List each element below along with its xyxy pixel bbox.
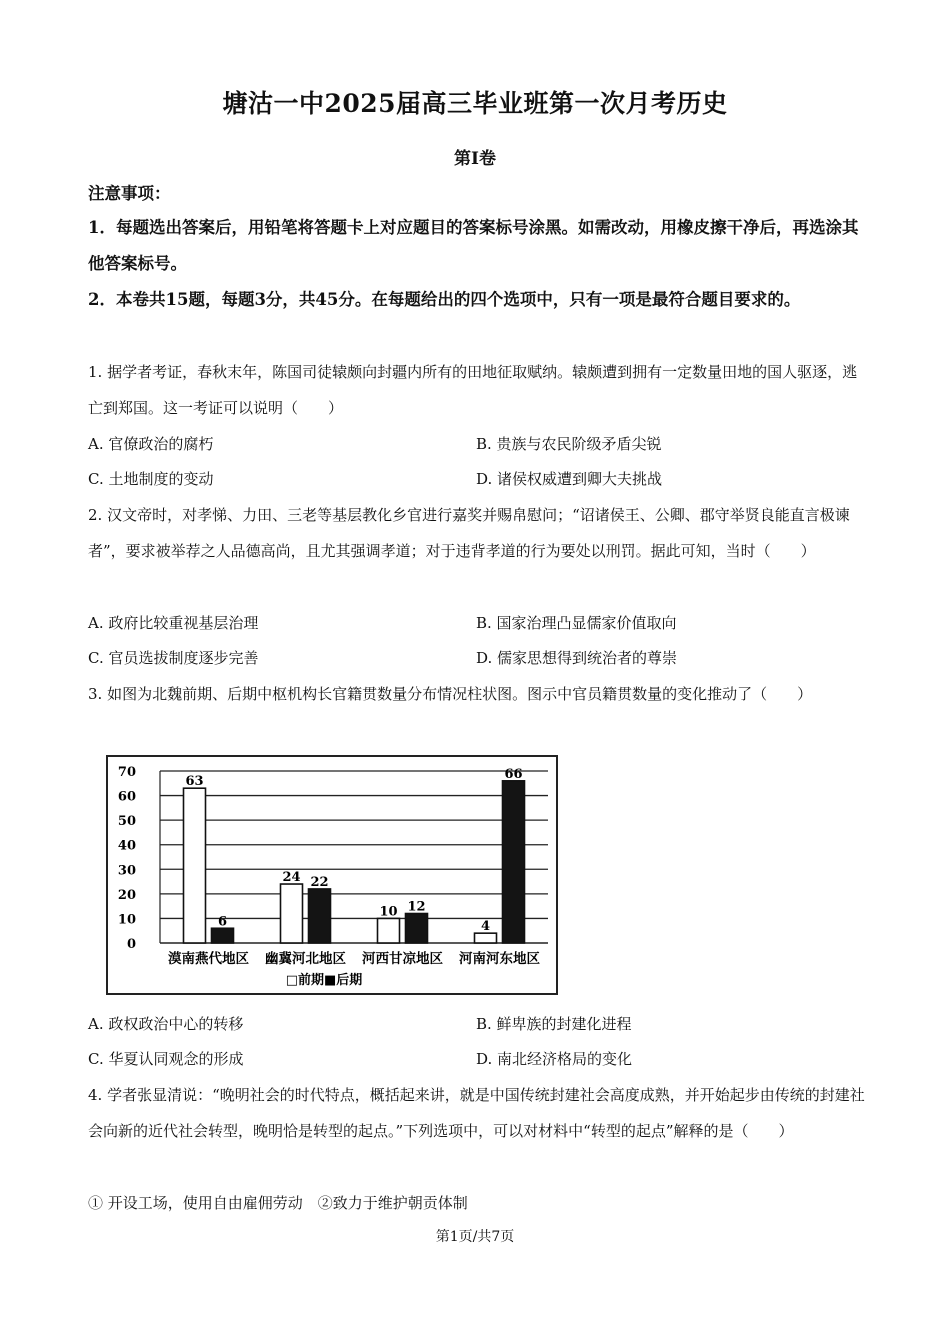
bar-value-label: 12 xyxy=(407,899,426,915)
question-4-stem: 4. 学者张显清说：“晚明社会的时代特点，概括起来讲，就是中国传统封建社会高度成熟，并开始起步由传统的封建社会向新的近代社会转型，晚明恰是转型的起点。”下列选项中，可以对材料中“转型的起点”解释的是（ ） xyxy=(88,1086,865,1140)
question-1-option-a: A. 官僚政治的腐朽 xyxy=(88,435,214,453)
section-title: 第Ⅰ卷 xyxy=(454,149,496,169)
y-tick-label: 30 xyxy=(117,863,136,879)
chart-legend: □前期■后期 xyxy=(285,973,363,988)
question-3-option-a: A. 政权政治中心的转移 xyxy=(88,1015,244,1033)
exam-title: 塘沽一中2025届高三毕业班第一次月考历史 xyxy=(222,89,728,118)
bar-late xyxy=(503,781,525,943)
y-tick-label: 0 xyxy=(126,937,136,952)
bar-early xyxy=(281,884,303,943)
question-2-option-b: B. 国家治理凸显儒家价值取向 xyxy=(476,614,677,632)
notice-heading: 注意事项： xyxy=(88,184,171,203)
question-2-option-a: A. 政府比较重视基层治理 xyxy=(88,614,259,632)
question-3-option-d: D. 南北经济格局的变化 xyxy=(476,1050,633,1068)
x-category-label: 河南河东地区 xyxy=(459,951,540,967)
bar-value-label: 22 xyxy=(310,874,329,890)
notice-item-2: 2．本卷共15题，每题3分，共45分。在每题给出的四个选项中，只有一项是最符合题目要求的。 xyxy=(88,290,801,309)
bar-value-label: 6 xyxy=(217,914,228,930)
notice-item-1: 1．每题选出答案后，用铅笔将答题卡上对应题目的答案标号涂黑。如需改动，用橡皮擦干净后，再选涂其他答案标号。 xyxy=(88,218,859,273)
x-category-label: 河西甘凉地区 xyxy=(362,951,443,967)
bar-value-label: 66 xyxy=(504,766,523,782)
bar-early xyxy=(475,933,497,943)
question-2-option-c: C. 官员选拔制度逐步完善 xyxy=(88,649,259,667)
x-category-label: 漠南燕代地区 xyxy=(168,951,249,967)
question-1-stem: 1. 据学者考证，春秋末年，陈国司徒辕颇向封疆内所有的田地征取赋纳。辕颇遭到拥有一定数量田地的国人驱逐，逃亡到郑国。这一考证可以说明（ ） xyxy=(88,363,858,417)
question-3-option-b: B. 鲜卑族的封建化进程 xyxy=(476,1015,632,1033)
question-1-option-b: B. 贵族与农民阶级矛盾尖锐 xyxy=(476,435,662,453)
bar-value-label: 63 xyxy=(185,774,204,790)
bar-value-label: 10 xyxy=(379,904,398,920)
question-1-option-d: D. 诸侯权威遭到卿大夫挑战 xyxy=(476,470,663,488)
y-tick-label: 10 xyxy=(117,912,136,928)
question-3-option-c: C. 华夏认同观念的形成 xyxy=(88,1050,244,1068)
y-tick-label: 70 xyxy=(117,765,136,780)
bar-value-label: 24 xyxy=(282,870,301,886)
bar-late xyxy=(212,928,234,943)
x-category-label: 幽冀河北地区 xyxy=(265,951,346,967)
y-tick-label: 50 xyxy=(117,814,136,830)
bar-chart xyxy=(108,757,556,993)
y-tick-label: 60 xyxy=(117,789,136,805)
question-4-items: ① 开设工场，使用自由雇佣劳动 ②致力于维护朝贡体制 xyxy=(88,1194,468,1212)
bar-early xyxy=(184,788,206,943)
question-2-stem: 2. 汉文帝时，对孝悌、力田、三老等基层教化乡官进行嘉奖并赐帛慰问；“诏诸侯王、公卿、郡守举贤良能直言极谏者”，要求被举荐之人品德高尚，且尤其强调孝道；对于违背孝道的行为要处以刑罚。据此可知，当时（ ） xyxy=(88,506,850,560)
question-3-stem: 3. 如图为北魏前期、后期中枢机构长官籍贯数量分布情况柱状图。图示中官员籍贯数量的变化推动了（ ） xyxy=(88,685,813,703)
bar-early xyxy=(378,918,400,943)
question-1-option-c: C. 土地制度的变动 xyxy=(88,470,214,488)
bar-chart-frame xyxy=(106,755,558,995)
y-tick-label: 40 xyxy=(117,838,136,854)
y-tick-label: 20 xyxy=(117,887,136,903)
bar-late xyxy=(406,914,428,943)
bar-late xyxy=(309,889,331,943)
question-2-option-d: D. 儒家思想得到统治者的尊崇 xyxy=(476,649,678,667)
page-number: 第1页/共7页 xyxy=(435,1229,515,1245)
bar-value-label: 4 xyxy=(480,919,491,935)
